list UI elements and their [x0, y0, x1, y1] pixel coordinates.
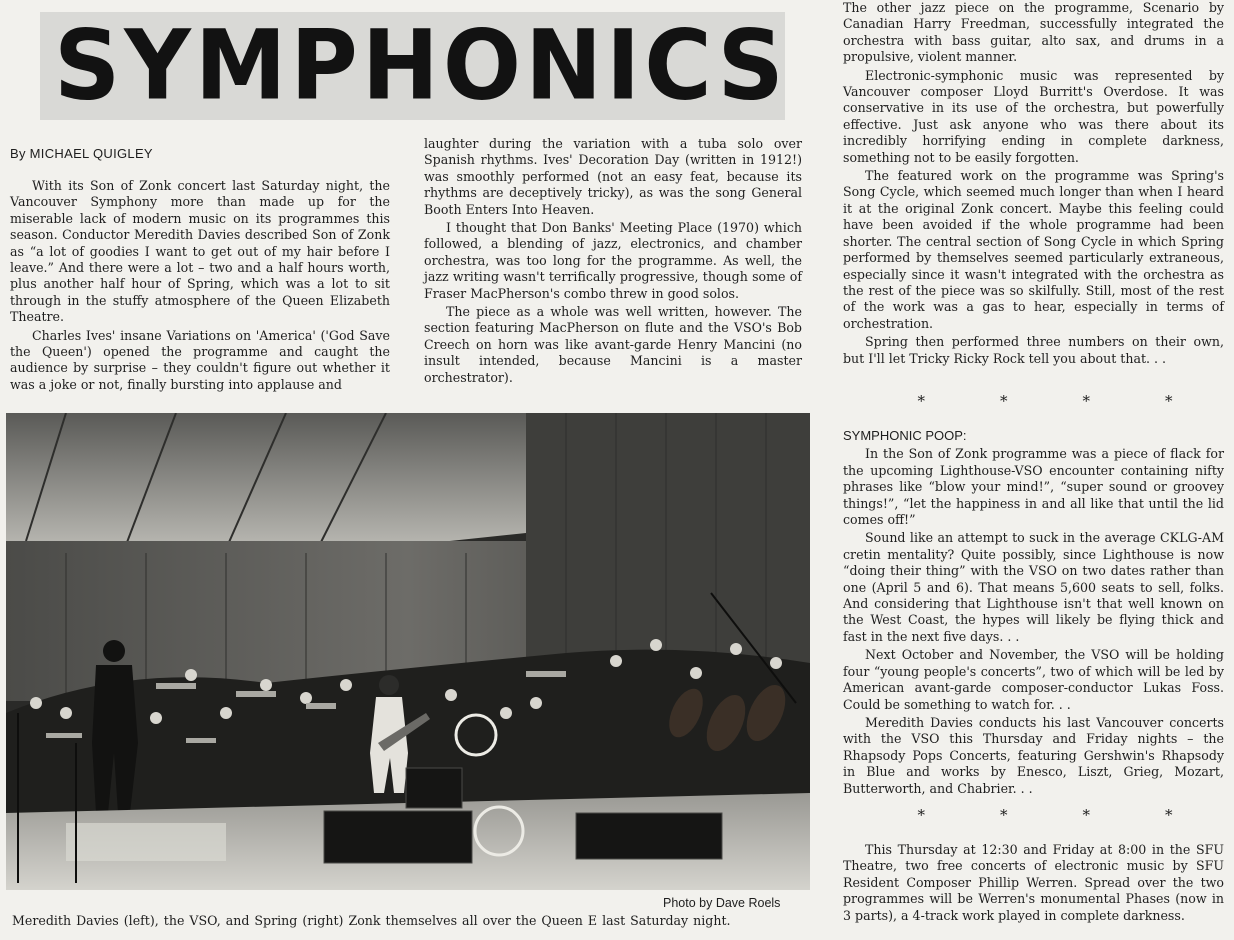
masthead	[40, 9, 788, 122]
separator-star: *	[1082, 806, 1090, 824]
paragraph: Electronic-symphonic music was represented by Vancouver composer Lloyd Burritt's Overdose. It was conservative in its use of the orchestra, but powerfully effective. Just ask anyone who was there about its incredibly horrifying ending in complete darkness, something not to be easily forgotten.	[843, 67, 1224, 165]
paragraph: This Thursday at 12:30 and Friday at 8:00 in the SFU Theatre, two free concerts of electronic music by SFU Resident Composer Phillip Werren. Spread over the two programmes will be Werren's monumental Phases (now in 3 parts), a 4-track work played in complete darkness.	[843, 842, 1224, 923]
article-column-3	[843, 0, 1224, 367]
section-separator	[880, 392, 1210, 410]
photo-credit: Photo by Dave Roels	[663, 896, 781, 910]
paragraph: With its Son of Zonk concert last Saturday night, the Vancouver Symphony more than made up for the miserable lack of modern music on its programmes this season. Conductor Meredith Davies described Son of Zonk as “a lot of goodies I want to get out of my hair before I leave.” And there were a lot – two and a half hours worth, plus another half hour of Spring, which was a lot to sit through in the stuffy atmosphere of the Queen Elizabeth Theatre.	[10, 178, 390, 325]
paragraph: The piece as a whole was well written, however. The section featuring MacPherson on flute and the VSO's Bob Creech on horn was like avant-garde Henry Mancini (no insult intended, because Mancini is a master orchestrator).	[424, 304, 802, 385]
separator-star: *	[1082, 392, 1090, 410]
separator-star: *	[1000, 392, 1008, 410]
photo-caption: Meredith Davies (left), the VSO, and Spring (right) Zonk themselves all over the Queen E last Saturday night.	[12, 913, 731, 928]
separator-star: *	[1165, 806, 1173, 824]
separator-star: *	[917, 806, 925, 824]
section-separator	[880, 806, 1210, 824]
article-column-2	[424, 136, 802, 386]
article-column-5	[843, 842, 1224, 924]
separator-star: *	[1000, 806, 1008, 824]
paragraph: I thought that Don Banks' Meeting Place (1970) which followed, a blending of jazz, electronics, and chamber orchestra, was too long for the programme. As well, the jazz writing wasn't terrifically progressive, though some of Fraser MacPherson's combo threw in good solos.	[424, 220, 802, 301]
paragraph: laughter during the variation with a tuba solo over Spanish rhythms. Ives' Decoration Day (written in 1912!) was smoothly performed (not an easy feat, because its rhythms are deceptively tricky), as was the song General Booth Enters Into Heaven.	[424, 136, 802, 217]
paragraph: Meredith Davies conducts his last Vancouver concerts with the VSO this Thursday and Friday nights – the Rhapsody Pops Concerts, featuring Gershwin's Rhapsody in Blue and works by Enesco, Liszt, Grieg, Mozart, Butterworth, and Chabrier. . .	[843, 714, 1224, 796]
separator-star: *	[917, 392, 925, 410]
paragraph: In the Son of Zonk programme was a piece of flack for the upcoming Lighthouse-VSO encounter containing nifty phrases like “blow your mind!”, “super sound or groovey things!”, “let the happiness in and all like that until the lid comes off!”	[843, 446, 1224, 528]
article-column-4	[843, 428, 1224, 797]
paragraph: Spring then performed three numbers on their own, but I'll let Tricky Ricky Rock tell you about that. . .	[843, 334, 1224, 366]
concert-photo	[6, 413, 810, 890]
concert-photo-illustration	[6, 413, 810, 890]
paragraph: Charles Ives' insane Variations on 'America' ('God Save the Queen') opened the programme and caught the audience by surprise – they couldn't figure out whether it was a joke or not, finally bursting into applause and	[10, 327, 390, 392]
paragraph: Next October and November, the VSO will be holding four “young people's concerts”, two of which will be led by American avant-garde composer-conductor Lukas Foss. Could be something to watch for. . .	[843, 647, 1224, 712]
paragraph: The featured work on the programme was Spring's Song Cycle, which seemed much longer than when I heard it at the original Zonk concert. Maybe this feeling could have been avoided if the whole programme had been shorter. The central section of Song Cycle in which Spring performed by themselves seemed particularly extraneous, especially since it wasn't integrated with the orchestra as the rest of the piece was so skilfully. Still, most of the rest of the work was a gas to hear, especially in terms of orchestration.	[843, 168, 1224, 331]
section-heading: SYMPHONIC POOP:	[843, 428, 967, 443]
page-title: SYMPHONICS	[54, 9, 788, 122]
paragraph: Sound like an attempt to suck in the average CKLG-AM cretin mentality? Quite possibly, since Lighthouse is now “doing their thing” with the VSO on two dates rather than one (April 5 and 6). That means 5,600 seats to sell, folks. And considering that Lighthouse isn't that well known on the West Coast, the hypes will likely be flying thick and fast in the next five days. . .	[843, 530, 1224, 644]
separator-star: *	[1165, 392, 1173, 410]
article-column-1	[10, 178, 390, 393]
paragraph: The other jazz piece on the programme, Scenario by Canadian Harry Freedman, successfully integrated the orchestra with bass guitar, alto sax, and drums in a propulsive, violent manner.	[843, 0, 1224, 65]
byline: By MICHAEL QUIGLEY	[10, 146, 153, 161]
